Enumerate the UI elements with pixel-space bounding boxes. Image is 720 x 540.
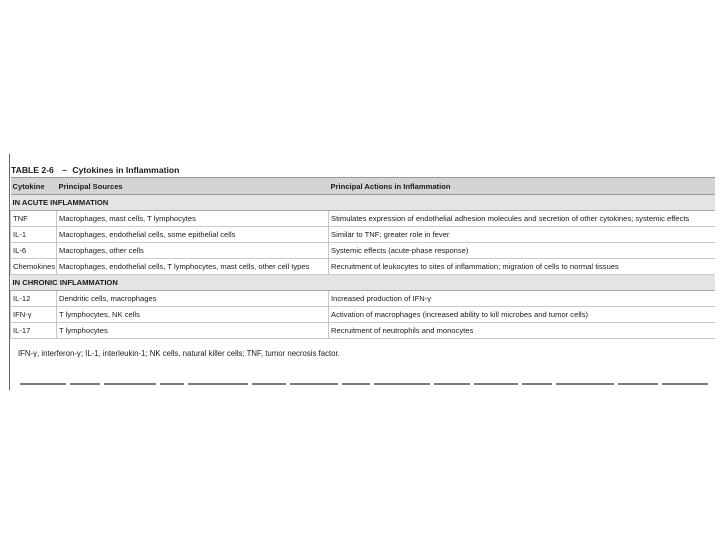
- cytokine-cell: IL-1: [11, 227, 57, 243]
- actions-cell: Activation of macrophages (increased ability to kill microbes and tumor cells): [329, 307, 715, 323]
- cytokine-cell: IFN-γ: [11, 307, 57, 323]
- title-dash: –: [62, 165, 67, 175]
- sources-cell: Macrophages, endothelial cells, some epithelial cells: [57, 227, 329, 243]
- actions-cell: Stimulates expression of endothelial adhesion molecules and secretion of other cytokines; systemic effects: [329, 211, 715, 227]
- sources-cell: T lymphocytes: [57, 323, 329, 339]
- table-row: [11, 259, 715, 275]
- section-heading: IN ACUTE INFLAMMATION: [11, 195, 715, 211]
- table-row: [11, 211, 715, 227]
- cytokine-table-block: [10, 163, 714, 360]
- actions-cell: Systemic effects (acute-phase response): [329, 243, 715, 259]
- table-row: [11, 243, 715, 259]
- table-row: [11, 291, 715, 307]
- actions-cell: Recruitment of neutrophils and monocytes: [329, 323, 715, 339]
- table-footnote: IFN-γ, interferon-γ; IL-1, interleukin-1; NK cells, natural killer cells; TNF, tumor necrosis factor.: [18, 349, 340, 358]
- table-header-row: [11, 178, 715, 195]
- section-heading: IN CHRONIC INFLAMMATION: [11, 275, 715, 291]
- cytokine-cell: IL-12: [11, 291, 57, 307]
- column-header-actions: Principal Actions in Inflammation: [329, 178, 715, 195]
- table-row: [11, 323, 715, 339]
- cytokine-cell: Chemokines: [11, 259, 57, 275]
- section-row-acute: [11, 195, 715, 211]
- table-row: [11, 227, 715, 243]
- actions-cell: Recruitment of leukocytes to sites of inflammation; migration of cells to normal tissues: [329, 259, 715, 275]
- cytokine-cell: TNF: [11, 211, 57, 227]
- table-caption: Cytokines in Inflammation: [72, 165, 180, 175]
- cytokine-cell: IL-17: [11, 323, 57, 339]
- cropped-text-line: [14, 382, 714, 386]
- actions-cell: Increased production of IFN-γ: [329, 291, 715, 307]
- cytokine-cell: IL-6: [11, 243, 57, 259]
- actions-cell: Similar to TNF; greater role in fever: [329, 227, 715, 243]
- table-title: [10, 163, 714, 177]
- sources-cell: Macrophages, endothelial cells, T lymphocytes, mast cells, other cell types: [57, 259, 329, 275]
- section-row-chronic: [11, 275, 715, 291]
- table-number: TABLE 2-6: [11, 165, 54, 175]
- sources-cell: T lymphocytes, NK cells: [57, 307, 329, 323]
- sources-cell: Macrophages, mast cells, T lymphocytes: [57, 211, 329, 227]
- sources-cell: Macrophages, other cells: [57, 243, 329, 259]
- sources-cell: Dendritic cells, macrophages: [57, 291, 329, 307]
- cropped-text-fragment-graphic: [14, 382, 714, 386]
- cytokine-table: [10, 177, 715, 339]
- column-header-cytokine: Cytokine: [11, 178, 57, 195]
- table-row: [11, 307, 715, 323]
- column-header-sources: Principal Sources: [57, 178, 329, 195]
